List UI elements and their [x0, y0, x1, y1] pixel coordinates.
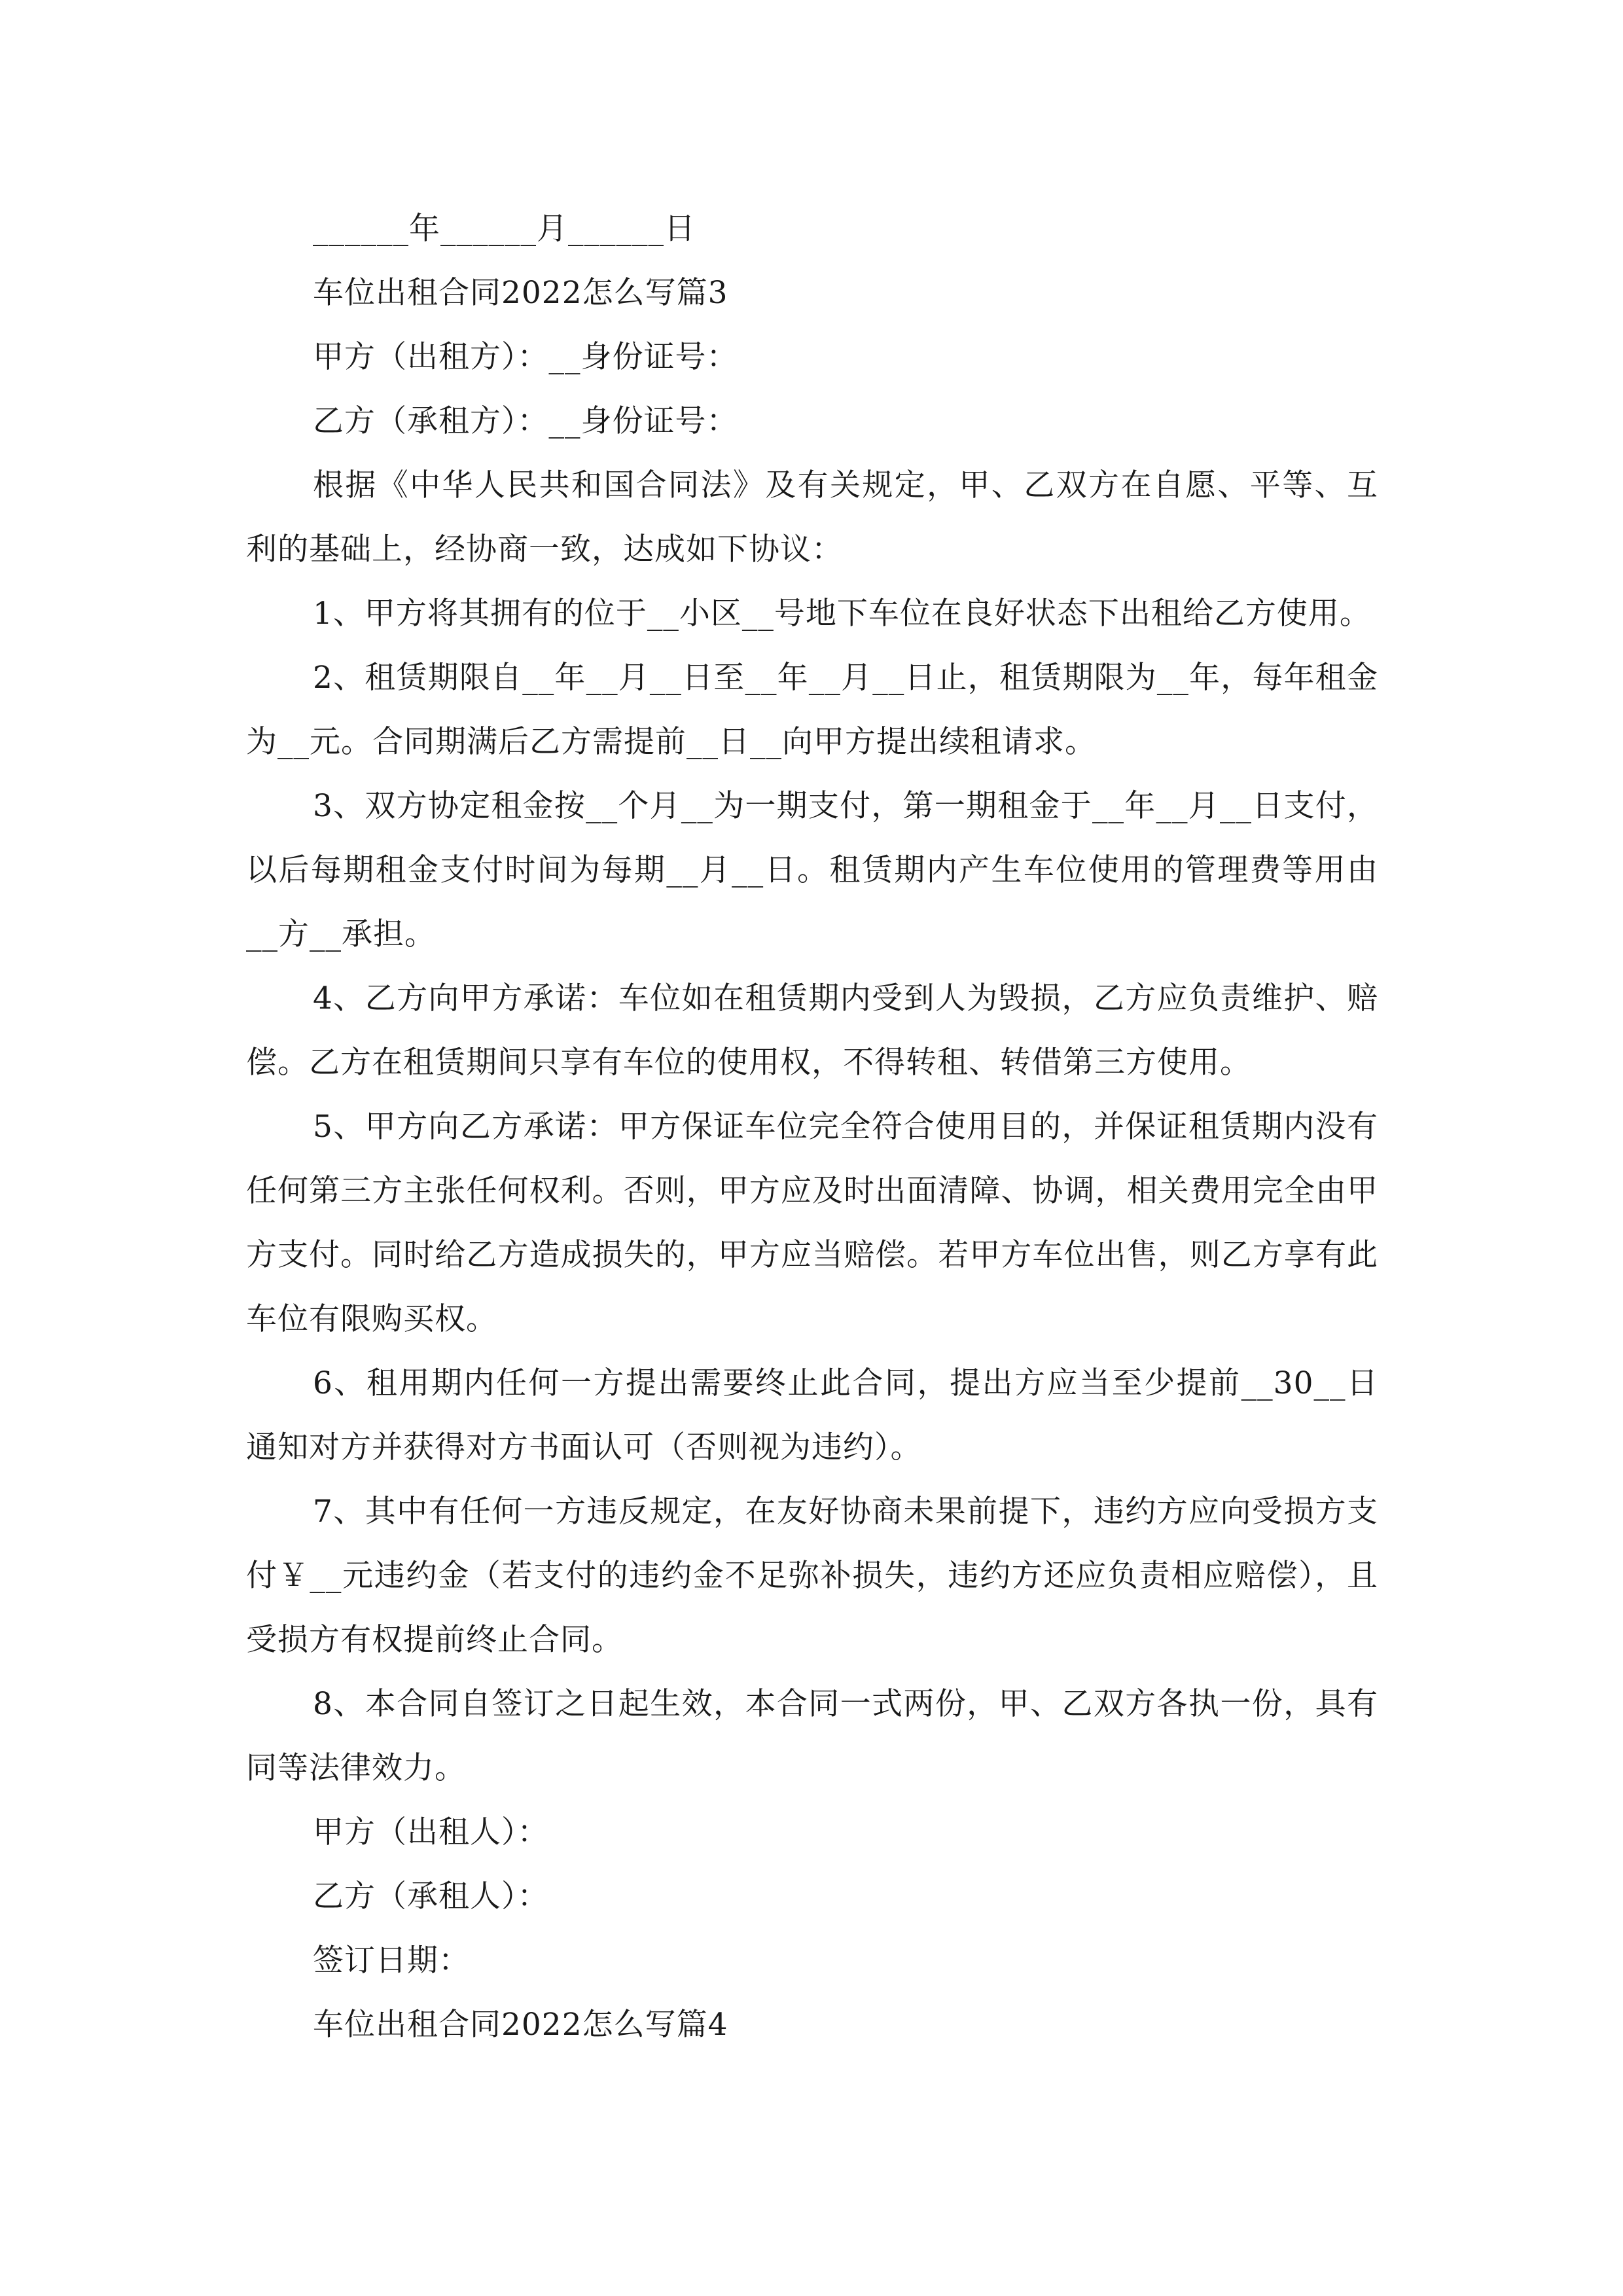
- clause-7: 7、其中有任何一方违反规定，在友好协商未果前提下，违约方应向受损方支付￥__元违约金（若支付的违约金不足弥补损失，违约方还应负责相应赔偿），且受损方有权提前终止合同。: [246, 1494, 1378, 1658]
- clause-8: 8、本合同自签订之日起生效，本合同一式两份，甲、乙双方各执一份，具有同等法律效力。: [246, 1686, 1378, 1786]
- clause-3: 3、双方协定租金按__个月__为一期支付，第一期租金于__年__月__日支付，以后每期租金支付时间为每期__月__日。租赁期内产生车位使用的管理费等用由__方__承担。: [246, 788, 1378, 952]
- party-b-line: 乙方（承租方）：__身份证号：: [313, 403, 738, 439]
- document-body: [246, 197, 1378, 2057]
- party-a-line: 甲方（出租方）：__身份证号：: [313, 339, 738, 375]
- section-heading-3: 车位出租合同2022怎么写篇3: [313, 275, 728, 311]
- signing-date: 签订日期：: [313, 1943, 470, 1979]
- clause-4: 4、乙方向甲方承诺：车位如在租赁期内受到人为毁损，乙方应负责维护、赔偿。乙方在租赁期间只享有车位的使用权，不得转租、转借第三方使用。: [246, 980, 1378, 1081]
- intro-paragraph: 根据《中华人民共和国合同法》及有关规定，甲、乙双方在自愿、平等、互利的基础上，经协商一致，达成如下协议：: [246, 467, 1378, 567]
- clause-1: 1、甲方将其拥有的位于__小区__号地下车位在良好状态下出租给乙方使用。: [313, 596, 1371, 632]
- section-heading-4: 车位出租合同2022怎么写篇4: [313, 2007, 728, 2043]
- clause-2: 2、租赁期限自__年__月__日至__年__月__日止，租赁期限为__年，每年租金为__元。合同期满后乙方需提前__日__向甲方提出续租请求。: [246, 660, 1378, 760]
- signature-party-b: 乙方（承租人）：: [313, 1878, 549, 1914]
- clause-5: 5、甲方向乙方承诺：甲方保证车位完全符合使用目的，并保证租赁期内没有任何第三方主张任何权利。否则，甲方应及时出面清障、协调，相关费用完全由甲方支付。同时给乙方造成损失的，甲方应当赔偿。若甲方车位出售，则乙方享有此车位有限购买权。: [246, 1109, 1378, 1337]
- clause-6: 6、租用期内任何一方提出需要终止此合同，提出方应当至少提前__30__日通知对方并获得对方书面认可（否则视为违约）。: [246, 1365, 1378, 1465]
- date-line: ______年______月______日: [313, 211, 696, 247]
- signature-party-a: 甲方（出租人）：: [313, 1814, 549, 1850]
